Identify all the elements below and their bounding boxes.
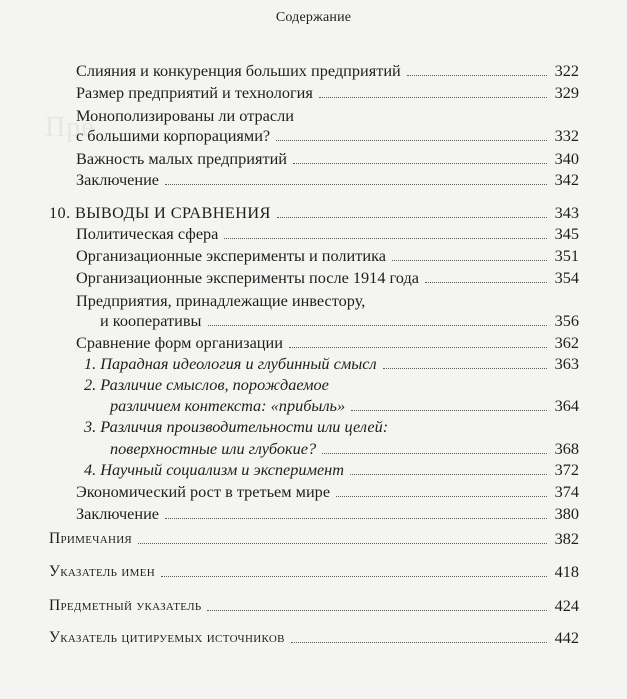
dot-leader (293, 162, 547, 164)
bleed-through-text: Пре (45, 112, 95, 143)
toc-subentry[interactable] (84, 460, 579, 480)
toc-entry[interactable] (76, 224, 579, 244)
entry-title: с большими корпорациями? (76, 126, 271, 145)
entry-title-line1: 2. Различие смыслов, порождаемое (84, 375, 329, 394)
toc-entry[interactable] (76, 126, 579, 146)
entry-title: Организационные эксперименты и политика (76, 246, 386, 265)
dot-leader (165, 517, 547, 519)
entry-title: Заключение (76, 504, 160, 523)
entry-page: 382 (554, 529, 579, 548)
entry-title-line1: Монополизированы ли отрасли (76, 106, 294, 125)
dot-leader (289, 346, 547, 348)
toc-entry[interactable] (76, 246, 579, 266)
dot-leader (425, 281, 547, 283)
dot-leader (322, 452, 547, 454)
toc-subentry[interactable] (84, 354, 579, 374)
toc-entry[interactable] (76, 311, 579, 331)
toc-entry[interactable] (76, 83, 579, 103)
toc-entry[interactable] (76, 61, 579, 81)
entry-title: Организационные эксперименты после 1914 года (76, 268, 419, 287)
toc-chapter[interactable] (49, 203, 579, 223)
toc-backmatter[interactable] (49, 529, 579, 549)
toc-subentry[interactable] (84, 396, 579, 416)
entry-title: Предметный указатель (49, 597, 202, 614)
entry-page: 380 (554, 504, 579, 523)
dot-leader (383, 367, 547, 369)
entry-title: Политическая сфера (76, 224, 219, 243)
entry-page: 345 (554, 224, 579, 243)
entry-title: Примечания (49, 530, 133, 547)
entry-title: различием контекста: «прибыль» (110, 396, 346, 415)
toc-entry[interactable] (76, 482, 579, 502)
dot-leader (291, 641, 547, 643)
dot-leader (277, 216, 547, 218)
dot-leader (165, 183, 547, 185)
dot-leader (351, 409, 547, 411)
entry-title: Заключение (76, 170, 160, 189)
entry-title: Сравнение форм организации (76, 333, 283, 352)
entry-page: 424 (554, 596, 579, 615)
entry-page: 356 (554, 311, 579, 330)
entry-title-line1: 3. Различия производительности или целей: (84, 417, 389, 436)
entry-page: 329 (554, 83, 579, 102)
toc-entry[interactable] (76, 268, 579, 288)
entry-page: 372 (554, 460, 579, 479)
entry-page: 442 (554, 628, 579, 647)
chapter-title: 10. ВЫВОДЫ И СРАВНЕНИЯ (49, 203, 271, 222)
toc-backmatter[interactable] (49, 628, 579, 648)
entry-title: поверхностные или глубокие? (110, 439, 317, 458)
page-header: Содержание (275, 10, 352, 25)
entry-page: 368 (554, 439, 579, 458)
entry-title-line1: Предприятия, принадлежащие инвестору, (76, 291, 366, 310)
dot-leader (319, 96, 547, 98)
entry-title: Указатель цитируемых источников (49, 629, 285, 646)
entry-title: Слияния и конкуренция больших предприятий (76, 61, 401, 80)
dot-leader (350, 473, 547, 475)
entry-page: 340 (554, 149, 579, 168)
entry-title: 4. Научный социализм и эксперимент (84, 460, 345, 479)
toc-entry[interactable] (76, 504, 579, 524)
entry-page: 343 (554, 203, 579, 222)
entry-title: и кооперативы (100, 311, 202, 330)
entry-page: 364 (554, 396, 579, 415)
entry-page: 354 (554, 268, 579, 287)
entry-title: 1. Парадная идеология и глубинный смысл (84, 354, 377, 373)
dot-leader (207, 609, 547, 611)
toc-entry[interactable] (76, 333, 579, 353)
entry-title: Важность малых предприятий (76, 149, 288, 168)
entry-page: 363 (554, 354, 579, 373)
toc-entry[interactable] (76, 170, 579, 190)
entry-title: Экономический рост в третьем мире (76, 482, 331, 501)
toc-backmatter[interactable] (49, 596, 579, 616)
entry-page: 362 (554, 333, 579, 352)
entry-page: 351 (554, 246, 579, 265)
entry-page: 322 (554, 61, 579, 80)
dot-leader (161, 575, 547, 577)
dot-leader (276, 139, 547, 141)
dot-leader (392, 259, 547, 261)
entry-page: 418 (554, 562, 579, 581)
toc-subentry[interactable] (84, 439, 579, 459)
entry-title: Указатель имен (49, 563, 156, 580)
entry-page: 342 (554, 170, 579, 189)
entry-page: 332 (554, 126, 579, 145)
dot-leader (208, 324, 548, 326)
dot-leader (336, 495, 547, 497)
toc-backmatter[interactable] (49, 562, 579, 582)
entry-title: Размер предприятий и технология (76, 83, 313, 102)
dot-leader (138, 542, 547, 544)
entry-page: 374 (554, 482, 579, 501)
dot-leader (407, 74, 547, 76)
toc-entry[interactable] (76, 149, 579, 169)
dot-leader (224, 237, 547, 239)
